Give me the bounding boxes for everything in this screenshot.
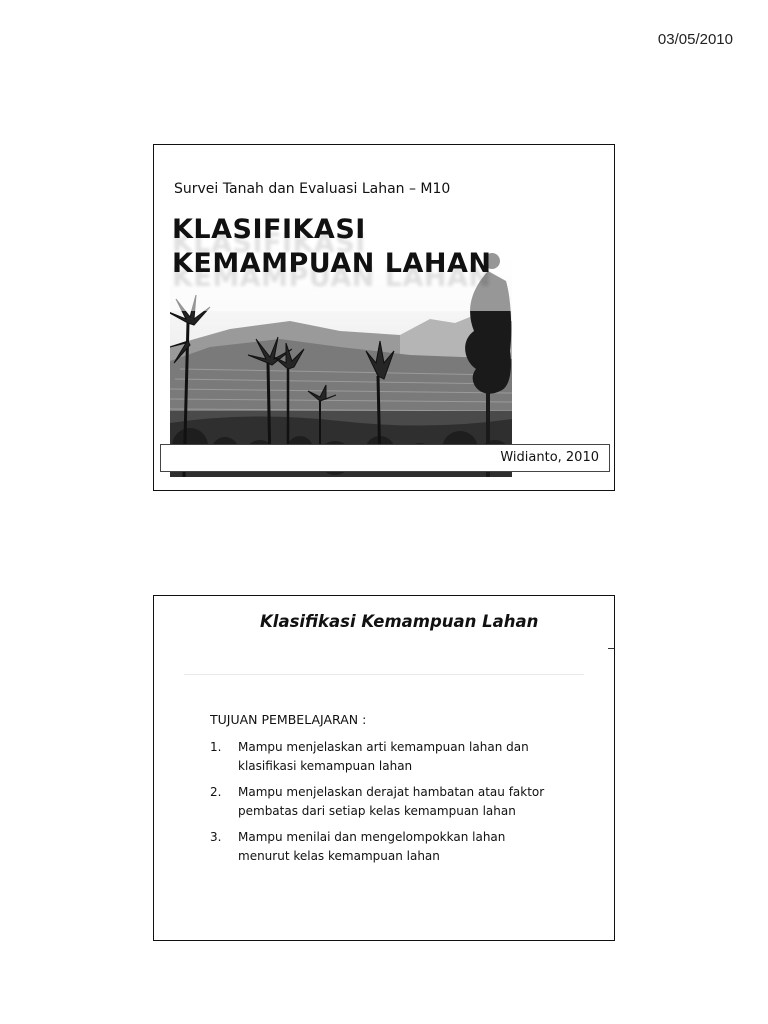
slide2-title: Klasifikasi Kemampuan Lahan	[260, 612, 539, 631]
list-item-line: menurut kelas kemampuan lahan	[238, 849, 440, 863]
list-item-text	[238, 738, 529, 776]
list-item-line: klasifikasi kemampuan lahan	[238, 759, 413, 773]
author-label: Widianto, 2010	[500, 450, 599, 465]
page-date: 03/05/2010	[657, 31, 733, 48]
slide1-title	[172, 213, 491, 281]
list-item-number: 2.	[210, 785, 222, 799]
title-divider	[184, 674, 584, 675]
slide1-title-line2: KEMAMPUAN LAHAN	[172, 248, 492, 279]
list-item-line: Mampu menjelaskan derajat hambatan atau faktor	[238, 785, 545, 799]
objectives-list	[210, 738, 590, 873]
list-item-line: Mampu menilai dan mengelompokkan lahan	[238, 830, 506, 844]
slide1-subtitle: Survei Tanah dan Evaluasi Lahan – M10	[174, 181, 451, 197]
slide1-title-line1: KLASIFIKASI	[172, 214, 366, 245]
list-item-text	[238, 828, 505, 866]
list-item	[210, 828, 590, 866]
list-item-line: pembatas dari setiap kelas kemampuan lahan	[238, 804, 516, 818]
list-item	[210, 783, 590, 821]
edge-tick	[608, 648, 614, 649]
list-item-number: 3.	[210, 830, 222, 844]
list-item-text	[238, 783, 544, 821]
slide-title	[153, 144, 615, 491]
objectives-heading: TUJUAN PEMBELAJARAN :	[210, 712, 367, 727]
list-item-line: Mampu menjelaskan arti kemampuan lahan dan	[238, 740, 529, 754]
list-item	[210, 738, 590, 776]
slide-objectives	[153, 595, 615, 941]
author-box	[160, 444, 610, 472]
list-item-number: 1.	[210, 740, 222, 754]
